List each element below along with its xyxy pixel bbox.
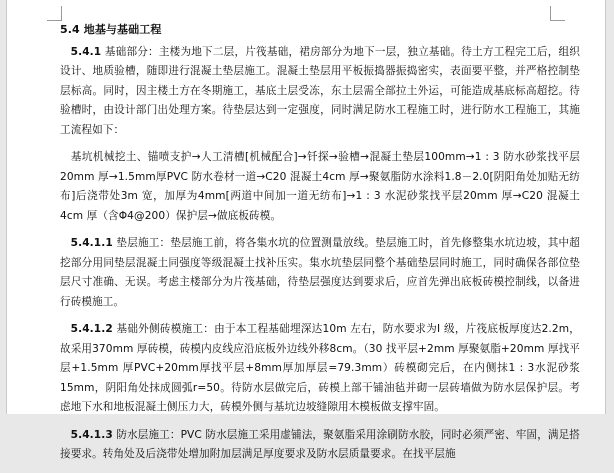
crop-mark-right xyxy=(550,6,565,21)
paragraph-process-flow xyxy=(60,148,580,226)
paragraph-5-4-1-2 xyxy=(60,320,580,418)
paragraph-text: 垫层施工：垫层施工前，将各集水坑的位置测量放线。垫层施工时，首先修整集水坑边坡，其中超挖部分用同垫层混凝土同强度等级混凝土找补压实。集水坑垫层同整个基础垫层同时施工，同时确保各部位垫层尺寸准确、无误。考虑主楼部分为片筏基础，待垫层强度达到要求后，应首先弹出底板砖模控制线，以备进行砖模施工。 xyxy=(60,237,581,308)
paragraph-text: 防水层施工：PVC 防水层施工采用虚铺法，聚氨脂采用涂刷防水胶，同时必须严密、牢固，满足搭接要求。转角处及后浇带处增加附加层满足厚度要求及防水层质量要求。在找平层施 xyxy=(60,428,580,460)
section-heading: 5.4 地基与基础工程 xyxy=(60,23,162,36)
paragraph-text: 基坑机械挖土、锚喷支护→人工清槽[机械配合]→钎探→验槽→混凝土垫层100mm→1 : 3 防水砂浆找平层20mm 厚→1.5mm厚PVC 防水卷材一道→C20 混凝土4cm 厚→聚氨脂防水涂料1.8－2.0[阴阳角处加贴无纺布]后浇带处3m 宽，加厚为4mm[两道中间加一道无纺布]→1 : 3 水泥砂浆找平层20mm 厚→C20 混凝土4cm 厚（含Φ4@200）保护层→做底板砖模。 xyxy=(60,151,580,222)
paragraph-number: 5.4.1.2 xyxy=(70,323,113,335)
paragraph-text: 基础外侧砖模施工：由于本工程基础埋深达10m 左右，防水要求为Ⅰ 级，片筏底板厚度达2.2m，故采用370mm 厚砖模，砖模内皮线应沿底板外边线外移8cm。（30 找平层+2mm 厚聚氨脂+20mm 厚找平层+1.5mm 厚PVC+20mm厚找平层+8mm厚加厚层=79.3mm）砖模砌完后，在内侧抹1 : 3水泥砂浆15mm，阴阳角处抹成圆弧r=50。待防水层做完后，砖模上部干铺油毡并砌一层砖墙做为防水层保护层。考虑地下水和地板混凝土侧压力大，砖模外侧与基坑边坡缝隙用木模板做支撑牢固。 xyxy=(60,323,580,413)
paragraph-number: 5.4.1.3 xyxy=(70,428,113,441)
paragraph-5-4-1 xyxy=(60,43,580,141)
paragraph-text: 基础部分：主楼为地下二层，片筏基础，裙房部分为地下一层，独立基础。待土方工程完工后，组织设计、地质验槽，随即进行混凝土垫层施工。混凝土垫层用平板振捣器振捣密实，表面要平整，并严格控制垫层标高。同时，因主楼土方在冬期施工，基底土层受冻，东土层需全部拉土外运，可能造成基底标高超挖。待验槽时，由设计部门出处理方案。待垫层达到一定强度，同时满足防水工程施工时，进行防水工程施工，其施工流程如下： xyxy=(60,45,580,136)
crop-mark-left xyxy=(47,6,62,21)
paragraph-5-4-1-3 xyxy=(60,426,580,465)
document-body xyxy=(60,20,580,473)
paragraph-5-4-1-1 xyxy=(60,234,580,312)
paragraph-number: 5.4.1 xyxy=(70,45,102,58)
paragraph-number: 5.4.1.1 xyxy=(70,237,113,249)
document-page xyxy=(6,0,606,460)
